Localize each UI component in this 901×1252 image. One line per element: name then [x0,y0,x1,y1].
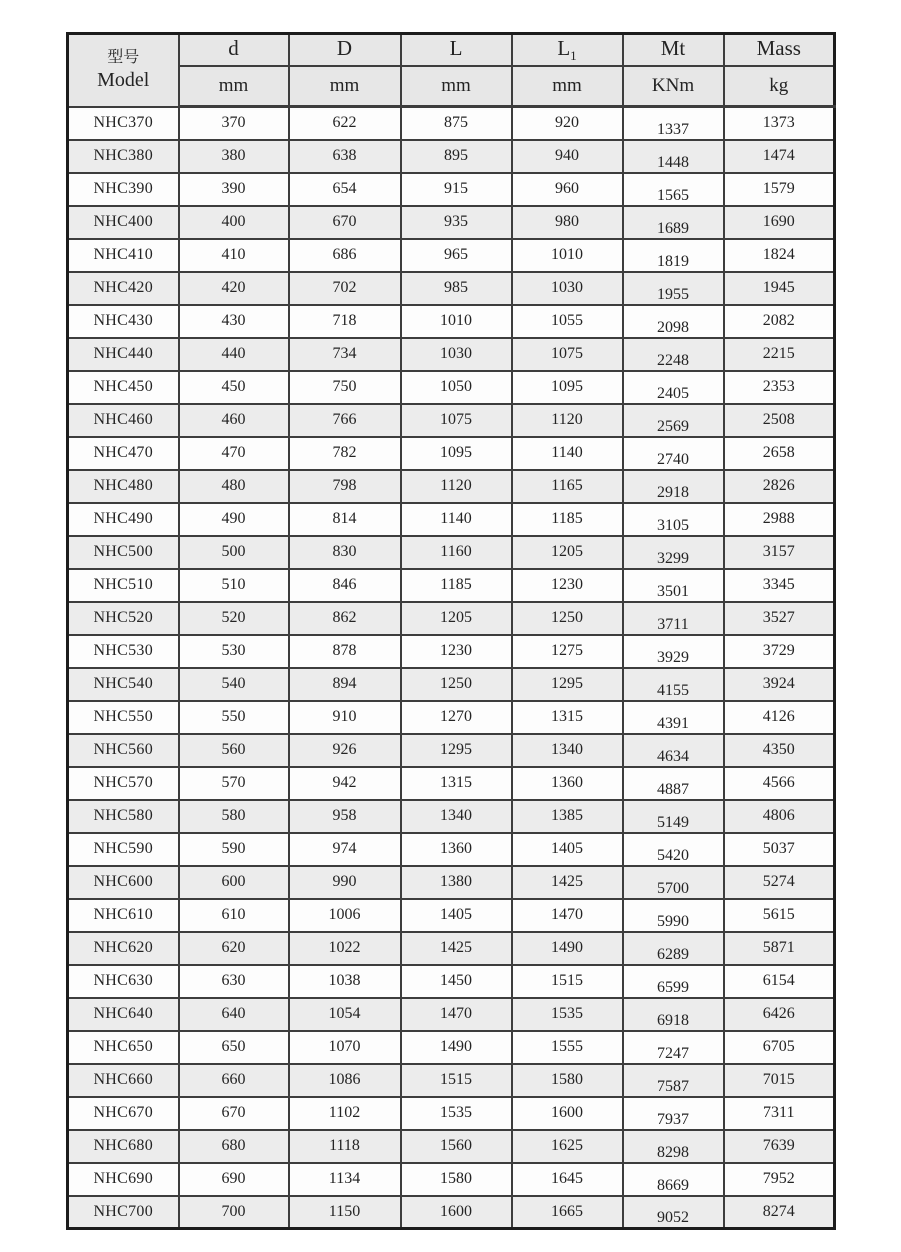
cell-L: 1270 [401,701,512,734]
cell-L1: 1555 [512,1031,623,1064]
cell-model: NHC630 [68,965,179,998]
cell-model: NHC640 [68,998,179,1031]
cell-Mt: 1448 [623,140,724,173]
cell-model: NHC580 [68,800,179,833]
table-row [68,206,835,239]
cell-d: 510 [179,569,289,602]
cell-D: 878 [289,635,401,668]
cell-L: 1580 [401,1163,512,1196]
cell-L1: 1185 [512,503,623,536]
table-row [68,932,835,965]
cell-d: 480 [179,470,289,503]
cell-model: NHC530 [68,635,179,668]
cell-D: 1086 [289,1064,401,1097]
cell-L: 1010 [401,305,512,338]
cell-Mt: 1337 [623,107,724,140]
table-row [68,371,835,404]
table-body [68,107,835,1229]
cell-model: NHC510 [68,569,179,602]
table-row [68,965,835,998]
cell-L1: 1055 [512,305,623,338]
cell-D: 974 [289,833,401,866]
col-header-model [68,34,179,107]
cell-D: 926 [289,734,401,767]
cell-D: 686 [289,239,401,272]
table-row [68,899,835,932]
cell-Mt: 3105 [623,503,724,536]
cell-L1: 1295 [512,668,623,701]
table-row [68,107,835,140]
cell-D: 830 [289,536,401,569]
cell-mass: 2826 [724,470,835,503]
cell-L1: 940 [512,140,623,173]
cell-D: 910 [289,701,401,734]
unit-header-d: mm [179,66,289,107]
cell-L: 1315 [401,767,512,800]
model-header-en: Model [97,69,150,92]
table-row [68,437,835,470]
cell-d: 620 [179,932,289,965]
cell-L: 1535 [401,1097,512,1130]
col-header-D-label: D [336,35,353,60]
cell-mass: 3924 [724,668,835,701]
cell-L1: 1665 [512,1196,623,1229]
cell-model: NHC420 [68,272,179,305]
cell-L1: 1275 [512,635,623,668]
table-row [68,800,835,833]
cell-d: 370 [179,107,289,140]
cell-L: 1160 [401,536,512,569]
table-row [68,536,835,569]
cell-D: 638 [289,140,401,173]
unit-header-Mass: kg [724,66,835,107]
cell-mass: 3157 [724,536,835,569]
cell-model: NHC550 [68,701,179,734]
cell-L: 1075 [401,404,512,437]
cell-mass: 1824 [724,239,835,272]
cell-L: 1295 [401,734,512,767]
cell-d: 550 [179,701,289,734]
cell-model: NHC700 [68,1196,179,1229]
table-row [68,701,835,734]
cell-D: 942 [289,767,401,800]
cell-Mt: 2569 [623,404,724,437]
cell-L1: 1490 [512,932,623,965]
unit-header-Mt: KNm [623,66,724,107]
cell-D: 782 [289,437,401,470]
cell-mass: 7952 [724,1163,835,1196]
cell-L1: 1095 [512,371,623,404]
cell-model: NHC540 [68,668,179,701]
cell-D: 718 [289,305,401,338]
cell-L1: 1165 [512,470,623,503]
cell-Mt: 4887 [623,767,724,800]
cell-L: 1560 [401,1130,512,1163]
cell-Mt: 2918 [623,470,724,503]
cell-L1: 980 [512,206,623,239]
cell-L: 1030 [401,338,512,371]
cell-Mt: 7247 [623,1031,724,1064]
cell-D: 750 [289,371,401,404]
cell-L: 985 [401,272,512,305]
cell-model: NHC500 [68,536,179,569]
cell-mass: 4126 [724,701,835,734]
table-row [68,635,835,668]
cell-D: 798 [289,470,401,503]
cell-model: NHC660 [68,1064,179,1097]
cell-L: 1120 [401,470,512,503]
cell-model: NHC670 [68,1097,179,1130]
cell-mass: 6426 [724,998,835,1031]
cell-L1: 1360 [512,767,623,800]
cell-d: 640 [179,998,289,1031]
table-row [68,239,835,272]
cell-d: 450 [179,371,289,404]
cell-L: 1185 [401,569,512,602]
cell-Mt: 5700 [623,866,724,899]
cell-Mt: 8298 [623,1130,724,1163]
col-header-Mt [623,34,724,67]
cell-D: 1006 [289,899,401,932]
cell-Mt: 5149 [623,800,724,833]
cell-model: NHC460 [68,404,179,437]
table-row [68,503,835,536]
cell-D: 862 [289,602,401,635]
cell-mass: 4566 [724,767,835,800]
cell-L: 1360 [401,833,512,866]
cell-mass: 7015 [724,1064,835,1097]
cell-model: NHC610 [68,899,179,932]
cell-L1: 1535 [512,998,623,1031]
cell-d: 670 [179,1097,289,1130]
cell-Mt: 2740 [623,437,724,470]
cell-mass: 1945 [724,272,835,305]
table-row [68,668,835,701]
cell-D: 958 [289,800,401,833]
model-header-cn: 型号 [107,49,140,67]
unit-header-L1: mm [512,66,623,107]
cell-Mt: 7937 [623,1097,724,1130]
cell-D: 734 [289,338,401,371]
cell-Mt: 4634 [623,734,724,767]
col-header-Mass [724,34,835,67]
cell-d: 410 [179,239,289,272]
cell-L1: 1230 [512,569,623,602]
cell-Mt: 1565 [623,173,724,206]
cell-L: 1095 [401,437,512,470]
cell-L: 1405 [401,899,512,932]
cell-model: NHC430 [68,305,179,338]
cell-D: 990 [289,866,401,899]
cell-mass: 3345 [724,569,835,602]
table-row [68,1097,835,1130]
table-row [68,602,835,635]
cell-L1: 1340 [512,734,623,767]
header-row-units [68,66,835,107]
cell-model: NHC600 [68,866,179,899]
col-header-Mt-label: Mt [660,35,686,60]
cell-d: 400 [179,206,289,239]
cell-L1: 920 [512,107,623,140]
cell-d: 380 [179,140,289,173]
cell-L1: 960 [512,173,623,206]
table-row [68,404,835,437]
table-row [68,1196,835,1229]
cell-Mt: 7587 [623,1064,724,1097]
cell-Mt: 6289 [623,932,724,965]
cell-model: NHC410 [68,239,179,272]
cell-model: NHC380 [68,140,179,173]
cell-model: NHC400 [68,206,179,239]
cell-D: 654 [289,173,401,206]
cell-d: 490 [179,503,289,536]
cell-Mt: 2248 [623,338,724,371]
cell-mass: 3729 [724,635,835,668]
cell-L: 1250 [401,668,512,701]
cell-model: NHC390 [68,173,179,206]
cell-d: 650 [179,1031,289,1064]
cell-Mt: 2098 [623,305,724,338]
cell-L: 1425 [401,932,512,965]
table-row [68,734,835,767]
cell-mass: 6154 [724,965,835,998]
cell-L1: 1140 [512,437,623,470]
cell-d: 520 [179,602,289,635]
cell-model: NHC370 [68,107,179,140]
table-row [68,338,835,371]
col-header-L1-sub: 1 [570,48,577,64]
cell-mass: 1373 [724,107,835,140]
cell-D: 846 [289,569,401,602]
col-header-L-label: L [449,35,463,60]
cell-mass: 2215 [724,338,835,371]
cell-mass: 7311 [724,1097,835,1130]
col-header-L1 [512,34,623,67]
cell-d: 690 [179,1163,289,1196]
cell-Mt: 3929 [623,635,724,668]
cell-d: 540 [179,668,289,701]
cell-L1: 1625 [512,1130,623,1163]
unit-header-D: mm [289,66,401,107]
cell-mass: 2658 [724,437,835,470]
cell-L1: 1580 [512,1064,623,1097]
cell-L1: 1075 [512,338,623,371]
cell-d: 420 [179,272,289,305]
cell-d: 700 [179,1196,289,1229]
cell-D: 1054 [289,998,401,1031]
cell-model: NHC490 [68,503,179,536]
cell-L: 1340 [401,800,512,833]
cell-mass: 7639 [724,1130,835,1163]
cell-d: 580 [179,800,289,833]
cell-mass: 4806 [724,800,835,833]
cell-mass: 5871 [724,932,835,965]
cell-mass: 6705 [724,1031,835,1064]
cell-L1: 1645 [512,1163,623,1196]
cell-Mt: 3299 [623,536,724,569]
cell-D: 622 [289,107,401,140]
cell-L: 1450 [401,965,512,998]
cell-L: 875 [401,107,512,140]
cell-mass: 2353 [724,371,835,404]
table-row [68,140,835,173]
cell-L: 895 [401,140,512,173]
cell-d: 610 [179,899,289,932]
cell-Mt: 9052 [623,1196,724,1229]
col-header-d-label: d [228,35,239,60]
cell-mass: 5037 [724,833,835,866]
table-row [68,272,835,305]
cell-Mt: 6918 [623,998,724,1031]
col-header-L1-label: L [557,35,571,60]
cell-D: 1150 [289,1196,401,1229]
cell-d: 460 [179,404,289,437]
cell-Mt: 1819 [623,239,724,272]
cell-mass: 2988 [724,503,835,536]
cell-Mt: 8669 [623,1163,724,1196]
cell-L: 1230 [401,635,512,668]
cell-model: NHC570 [68,767,179,800]
cell-L: 1140 [401,503,512,536]
cell-L: 915 [401,173,512,206]
cell-D: 1022 [289,932,401,965]
cell-L1: 1205 [512,536,623,569]
cell-d: 500 [179,536,289,569]
cell-Mt: 3711 [623,602,724,635]
cell-L: 1050 [401,371,512,404]
cell-Mt: 4155 [623,668,724,701]
cell-D: 1038 [289,965,401,998]
table-row [68,305,835,338]
cell-L1: 1405 [512,833,623,866]
cell-L1: 1250 [512,602,623,635]
cell-L: 1205 [401,602,512,635]
cell-Mt: 1955 [623,272,724,305]
cell-mass: 5274 [724,866,835,899]
table-row [68,173,835,206]
cell-model: NHC520 [68,602,179,635]
table-row [68,833,835,866]
cell-model: NHC690 [68,1163,179,1196]
cell-d: 470 [179,437,289,470]
cell-model: NHC620 [68,932,179,965]
cell-L1: 1120 [512,404,623,437]
cell-L: 965 [401,239,512,272]
cell-model: NHC680 [68,1130,179,1163]
cell-D: 702 [289,272,401,305]
cell-Mt: 5420 [623,833,724,866]
table-row [68,1130,835,1163]
table-row [68,998,835,1031]
cell-mass: 2508 [724,404,835,437]
spec-table [66,32,836,1230]
cell-mass: 5615 [724,899,835,932]
cell-model: NHC650 [68,1031,179,1064]
cell-model: NHC440 [68,338,179,371]
col-header-L [401,34,512,67]
unit-header-L: mm [401,66,512,107]
table-row [68,1163,835,1196]
cell-mass: 1690 [724,206,835,239]
cell-D: 670 [289,206,401,239]
cell-L: 1380 [401,866,512,899]
cell-L: 1515 [401,1064,512,1097]
cell-model: NHC560 [68,734,179,767]
cell-mass: 4350 [724,734,835,767]
cell-d: 440 [179,338,289,371]
cell-mass: 1474 [724,140,835,173]
table-row [68,767,835,800]
cell-L1: 1470 [512,899,623,932]
cell-D: 814 [289,503,401,536]
cell-Mt: 5990 [623,899,724,932]
cell-d: 530 [179,635,289,668]
cell-L1: 1600 [512,1097,623,1130]
cell-d: 680 [179,1130,289,1163]
cell-model: NHC590 [68,833,179,866]
table-row [68,866,835,899]
cell-model: NHC450 [68,371,179,404]
cell-d: 570 [179,767,289,800]
cell-L1: 1385 [512,800,623,833]
cell-L1: 1030 [512,272,623,305]
table-row [68,569,835,602]
cell-D: 1118 [289,1130,401,1163]
table-row [68,1031,835,1064]
cell-d: 590 [179,833,289,866]
cell-model: NHC470 [68,437,179,470]
cell-mass: 3527 [724,602,835,635]
cell-mass: 2082 [724,305,835,338]
cell-d: 430 [179,305,289,338]
cell-Mt: 4391 [623,701,724,734]
cell-L1: 1010 [512,239,623,272]
cell-L: 1490 [401,1031,512,1064]
cell-d: 560 [179,734,289,767]
header-row-labels [68,34,835,67]
col-header-D [289,34,401,67]
cell-L: 1470 [401,998,512,1031]
table-row [68,1064,835,1097]
cell-L1: 1425 [512,866,623,899]
table-header [68,34,835,107]
cell-d: 390 [179,173,289,206]
col-header-d [179,34,289,67]
cell-d: 600 [179,866,289,899]
cell-Mt: 6599 [623,965,724,998]
cell-Mt: 2405 [623,371,724,404]
cell-d: 630 [179,965,289,998]
cell-D: 1070 [289,1031,401,1064]
table-row [68,470,835,503]
cell-model: NHC480 [68,470,179,503]
cell-D: 1102 [289,1097,401,1130]
cell-D: 766 [289,404,401,437]
cell-L1: 1515 [512,965,623,998]
cell-d: 660 [179,1064,289,1097]
cell-D: 1134 [289,1163,401,1196]
cell-L: 935 [401,206,512,239]
cell-mass: 1579 [724,173,835,206]
cell-L1: 1315 [512,701,623,734]
cell-L: 1600 [401,1196,512,1229]
cell-Mt: 3501 [623,569,724,602]
col-header-Mass-label: Mass [756,35,801,60]
cell-D: 894 [289,668,401,701]
cell-Mt: 1689 [623,206,724,239]
cell-mass: 8274 [724,1196,835,1229]
